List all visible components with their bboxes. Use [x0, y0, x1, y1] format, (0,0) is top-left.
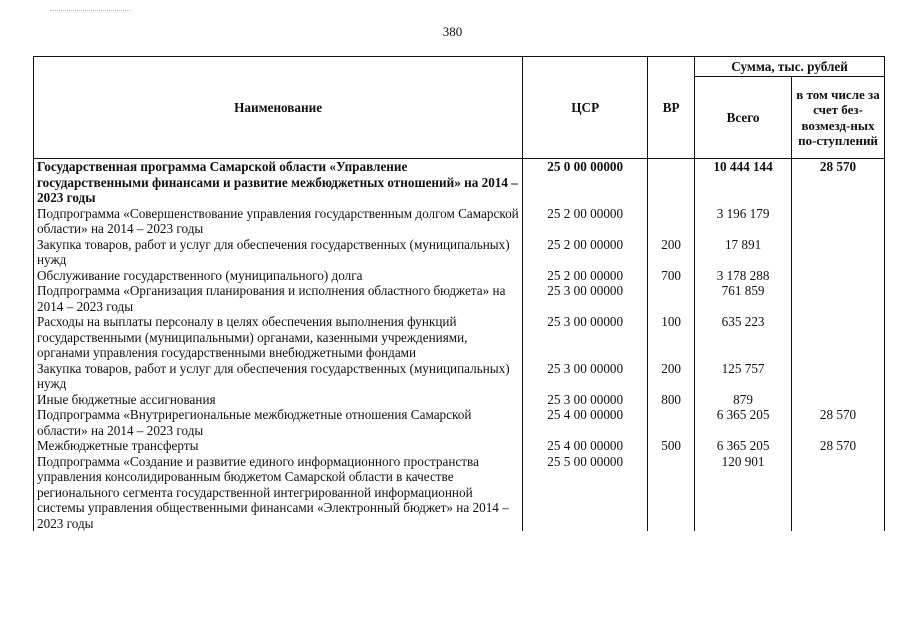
header-csr: ЦСР — [523, 57, 648, 159]
row-grants — [792, 237, 885, 268]
header-grants: в том числе за счет без-возмезд-ных по-ступлений — [792, 77, 885, 159]
budget-table — [33, 56, 885, 531]
row-vr-code: 200 — [648, 237, 695, 268]
row-vr-code: 200 — [648, 361, 695, 392]
table-row — [34, 392, 885, 408]
row-total: 125 757 — [695, 361, 792, 392]
row-csr-code: 25 4 00 00000 — [523, 407, 648, 438]
table-row — [34, 407, 885, 438]
table-row — [34, 237, 885, 268]
table-row — [34, 314, 885, 361]
row-vr-code: 800 — [648, 392, 695, 408]
row-total: 635 223 — [695, 314, 792, 361]
row-csr-code: 25 3 00 00000 — [523, 283, 648, 314]
row-grants — [792, 206, 885, 237]
row-grants — [792, 392, 885, 408]
page-number: 380 — [442, 24, 463, 39]
row-total: 3 178 288 — [695, 268, 792, 284]
row-csr-code: 25 4 00 00000 — [523, 438, 648, 454]
row-csr-code: 25 2 00 00000 — [523, 237, 648, 268]
row-name: Межбюджетные трансферты — [34, 438, 523, 454]
row-total: 6 365 205 — [695, 407, 792, 438]
row-name: Подпрограмма «Организация планирования и исполнения областного бюджета» на 2014 – 2023 годы — [34, 283, 523, 314]
row-vr-code — [648, 159, 695, 206]
row-vr-code: 500 — [648, 438, 695, 454]
row-total: 17 891 — [695, 237, 792, 268]
row-name: Подпрограмма «Внутрирегиональные межбюджетные отношения Самарской области» на 2014 – 2023 годы — [34, 407, 523, 438]
header-sum-group: Сумма, тыс. рублей — [695, 57, 885, 77]
row-csr-code: 25 3 00 00000 — [523, 314, 648, 361]
row-name: Расходы на выплаты персоналу в целях обеспечения выполнения функций государственными (муниципальными) органами, казенными учреждениями, органами управления государственными внебюджетными фондами — [34, 314, 523, 361]
row-csr-code: 25 3 00 00000 — [523, 361, 648, 392]
row-grants — [792, 454, 885, 532]
row-name: Государственная программа Самарской области «Управление государственными финансами и развитие межбюджетных отношений» на 2014 – 2023 годы — [34, 159, 523, 206]
row-csr-code: 25 5 00 00000 — [523, 454, 648, 532]
table-body — [34, 159, 885, 532]
row-csr-code: 25 3 00 00000 — [523, 392, 648, 408]
row-total: 879 — [695, 392, 792, 408]
row-vr-code: 100 — [648, 314, 695, 361]
row-grants: 28 570 — [792, 438, 885, 454]
row-vr-code — [648, 206, 695, 237]
header-name: Наименование — [34, 57, 523, 159]
row-grants: 28 570 — [792, 159, 885, 206]
row-vr-code — [648, 283, 695, 314]
row-name: Подпрограмма «Создание и развитие единого информационного пространства управления консолидированным бюджетом Самарской области в качестве регионального сегмента государственной интегрированной информационной системы управления общественными финансами «Электронный бюджет» на 2014 – 2023 годы — [34, 454, 523, 532]
header-total: Всего — [695, 77, 792, 159]
table-row — [34, 206, 885, 237]
row-vr-code: 700 — [648, 268, 695, 284]
row-total: 120 901 — [695, 454, 792, 532]
row-total: 3 196 179 — [695, 206, 792, 237]
row-csr-code: 25 2 00 00000 — [523, 268, 648, 284]
table-row — [34, 283, 885, 314]
header-vr: ВР — [648, 57, 695, 159]
row-name: Подпрограмма «Совершенствование управления государственным долгом Самарской области» на 2014 – 2023 годы — [34, 206, 523, 237]
table-row — [34, 454, 885, 532]
row-grants — [792, 361, 885, 392]
row-name: Закупка товаров, работ и услуг для обеспечения государственных (муниципальных) нужд — [34, 237, 523, 268]
row-grants: 28 570 — [792, 407, 885, 438]
row-csr-code: 25 2 00 00000 — [523, 206, 648, 237]
row-total: 10 444 144 — [695, 159, 792, 206]
row-total: 761 859 — [695, 283, 792, 314]
row-name: Обслуживание государственного (муниципального) долга — [34, 268, 523, 284]
row-name: Закупка товаров, работ и услуг для обеспечения государственных (муниципальных) нужд — [34, 361, 523, 392]
row-vr-code — [648, 454, 695, 532]
row-csr-code: 25 0 00 00000 — [523, 159, 648, 206]
scan-edge-mark — [50, 10, 130, 14]
row-grants — [792, 268, 885, 284]
table-row — [34, 361, 885, 392]
table-row — [34, 159, 885, 206]
row-grants — [792, 314, 885, 361]
table-row — [34, 438, 885, 454]
table-row — [34, 268, 885, 284]
row-grants — [792, 283, 885, 314]
row-name: Иные бюджетные ассигнования — [34, 392, 523, 408]
row-total: 6 365 205 — [695, 438, 792, 454]
row-vr-code — [648, 407, 695, 438]
